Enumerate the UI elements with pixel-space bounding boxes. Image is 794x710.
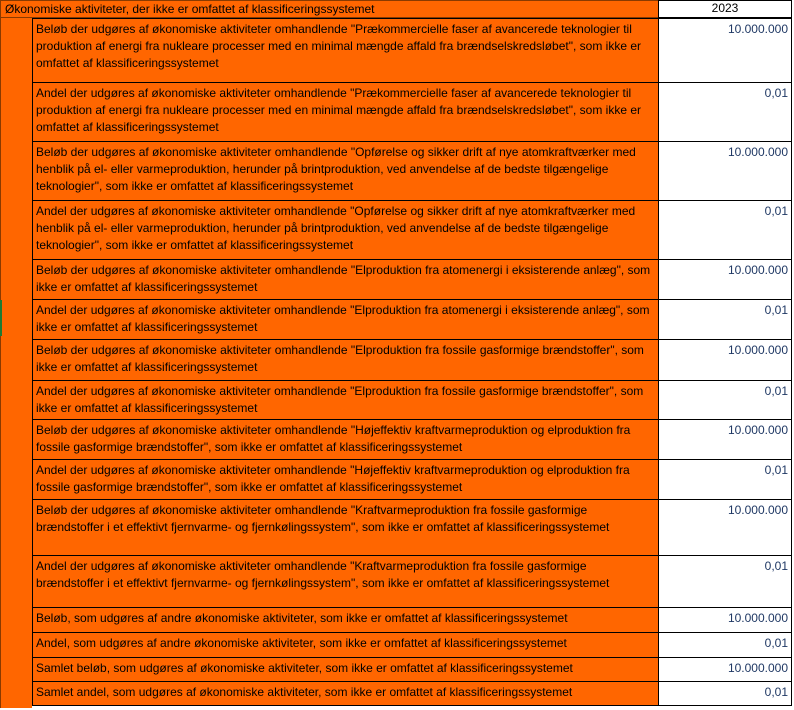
row-label-cell[interactable]: Beløb der udgøres af økonomiske aktiviteter omhandlende "Opførelse og sikker drift af nye atomkraftværker med henblik på el- eller varmeproduktion, herunder på brintproduktion, ved anvendelse af de bedste tilgængelige teknologier", som ikke er omfattet af klassificeringssystemet xyxy=(32,141,658,200)
table-row xyxy=(32,499,792,555)
row-label-cell[interactable]: Beløb der udgøres af økonomiske aktiviteter omhandlende "Højeffektiv kraftvarmeproduktion og elproduktion fra fossile gasformige brændstoffer", som ikke er omfattet af klassificeringssystemet xyxy=(32,419,658,459)
table-row xyxy=(32,681,792,705)
row-label-cell[interactable]: Beløb der udgøres af økonomiske aktiviteter omhandlende "Prækommercielle faser af avancerede teknologier til produktion af energi fra nukleare processer med en minimal mængde affald fra brændselskredsløbet", som ikke er omfattet af klassificeringssystemet xyxy=(32,18,658,82)
row-label-cell[interactable]: Samlet andel, som udgøres af økonomiske aktiviteter, som ikke er omfattet af klassificeringssystemet xyxy=(32,681,658,705)
row-value-cell[interactable]: 0,01 xyxy=(658,82,792,141)
table-row xyxy=(32,200,792,259)
table-row xyxy=(32,459,792,499)
table-bottom-border xyxy=(32,705,792,706)
row-label-cell[interactable]: Beløb der udgøres af økonomiske aktiviteter omhandlende "Elproduktion fra fossile gasformige brændstoffer", som ikke er omfattet af klassificeringssystemet xyxy=(32,339,658,380)
row-value-cell[interactable]: 10.000.000 xyxy=(658,18,792,82)
row-label-cell[interactable]: Andel der udgøres af økonomiske aktiviteter omhandlende "Elproduktion fra atomenergi i eksisterende anlæg", som ikke er omfattet af klassificeringssystemet xyxy=(32,299,658,339)
table-row xyxy=(32,82,792,141)
table-row xyxy=(32,419,792,459)
table-row xyxy=(32,339,792,380)
row-label-cell[interactable]: Andel der udgøres af økonomiske aktiviteter omhandlende "Højeffektiv kraftvarmeproduktion og elproduktion fra fossile gasformige brændstoffer", som ikke er omfattet af klassificeringssystemet xyxy=(32,459,658,499)
table-row xyxy=(32,299,792,339)
row-label-cell[interactable]: Beløb, som udgøres af andre økonomiske aktiviteter, som ikke er omfattet af klassificeringssystemet xyxy=(32,607,658,632)
table-row xyxy=(32,18,792,82)
table-row xyxy=(32,141,792,200)
row-value-cell[interactable]: 0,01 xyxy=(658,681,792,705)
table-row xyxy=(32,632,792,657)
row-value-cell[interactable]: 10.000.000 xyxy=(658,607,792,632)
table-row xyxy=(32,607,792,632)
row-label-cell[interactable]: Andel der udgøres af økonomiske aktiviteter omhandlende "Prækommercielle faser af avancerede teknologier til produktion af energi fra nukleare processer med en minimal mængde affald fra brændselskredsløbet", som ikke er omfattet af klassificeringssystemet xyxy=(32,82,658,141)
header-title-cell[interactable]: Økonomiske aktiviteter, der ikke er omfattet af klassificeringssystemet xyxy=(0,0,658,18)
row-label-cell[interactable]: Andel der udgøres af økonomiske aktiviteter omhandlende "Opførelse og sikker drift af nye atomkraftværker med henblik på el- eller varmeproduktion, herunder på brintproduktion, ved anvendelse af de bedste tilgængelige teknologier", som ikke er omfattet af klassificeringssystemet xyxy=(32,200,658,259)
table-row xyxy=(32,380,792,419)
row-value-cell[interactable]: 0,01 xyxy=(658,459,792,499)
row-label-cell[interactable]: Andel, som udgøres af andre økonomiske aktiviteter, som ikke er omfattet af klassificeringssystemet xyxy=(32,632,658,657)
table-row xyxy=(32,555,792,607)
table-row xyxy=(32,259,792,299)
row-value-cell[interactable]: 0,01 xyxy=(658,555,792,607)
row-value-cell[interactable]: 10.000.000 xyxy=(658,339,792,380)
table-row xyxy=(32,657,792,681)
row-label-cell[interactable]: Andel der udgøres af økonomiske aktiviteter omhandlende "Elproduktion fra fossile gasformige brændstoffer", som ikke er omfattet af klassificeringssystemet xyxy=(32,380,658,419)
row-value-cell[interactable]: 0,01 xyxy=(658,632,792,657)
row-label-cell[interactable]: Samlet beløb, som udgøres af økonomiske aktiviteter, som ikke er omfattet af klassificeringssystemet xyxy=(32,657,658,681)
row-value-cell[interactable]: 10.000.000 xyxy=(658,141,792,200)
merged-indent-cell[interactable] xyxy=(0,18,32,708)
row-label-cell[interactable]: Beløb der udgøres af økonomiske aktiviteter omhandlende "Kraftvarmeproduktion fra fossile gasformige brændstoffer i et effektivt fjernvarme- og fjernkølingssystem", som ikke er omfattet af klassificeringssystemet xyxy=(32,499,658,555)
row-value-cell[interactable]: 10.000.000 xyxy=(658,657,792,681)
row-label-cell[interactable]: Beløb der udgøres af økonomiske aktiviteter omhandlende "Elproduktion fra atomenergi i eksisterende anlæg", som ikke er omfattet af klassificeringssystemet xyxy=(32,259,658,299)
row-value-cell[interactable]: 10.000.000 xyxy=(658,259,792,299)
row-value-cell[interactable]: 10.000.000 xyxy=(658,419,792,459)
header-row xyxy=(0,0,794,19)
row-label-cell[interactable]: Andel der udgøres af økonomiske aktiviteter omhandlende "Kraftvarmeproduktion fra fossile gasformige brændstoffer i et effektivt fjernvarme- og fjernkølingssystem", som ikke er omfattet af klassificeringssystemet xyxy=(32,555,658,607)
header-year-cell[interactable]: 2023 xyxy=(658,0,792,18)
row-selection-marker xyxy=(0,300,2,336)
row-value-cell[interactable]: 10.000.000 xyxy=(658,499,792,555)
row-value-cell[interactable]: 0,01 xyxy=(658,200,792,259)
row-value-cell[interactable]: 0,01 xyxy=(658,299,792,339)
row-value-cell[interactable]: 0,01 xyxy=(658,380,792,419)
